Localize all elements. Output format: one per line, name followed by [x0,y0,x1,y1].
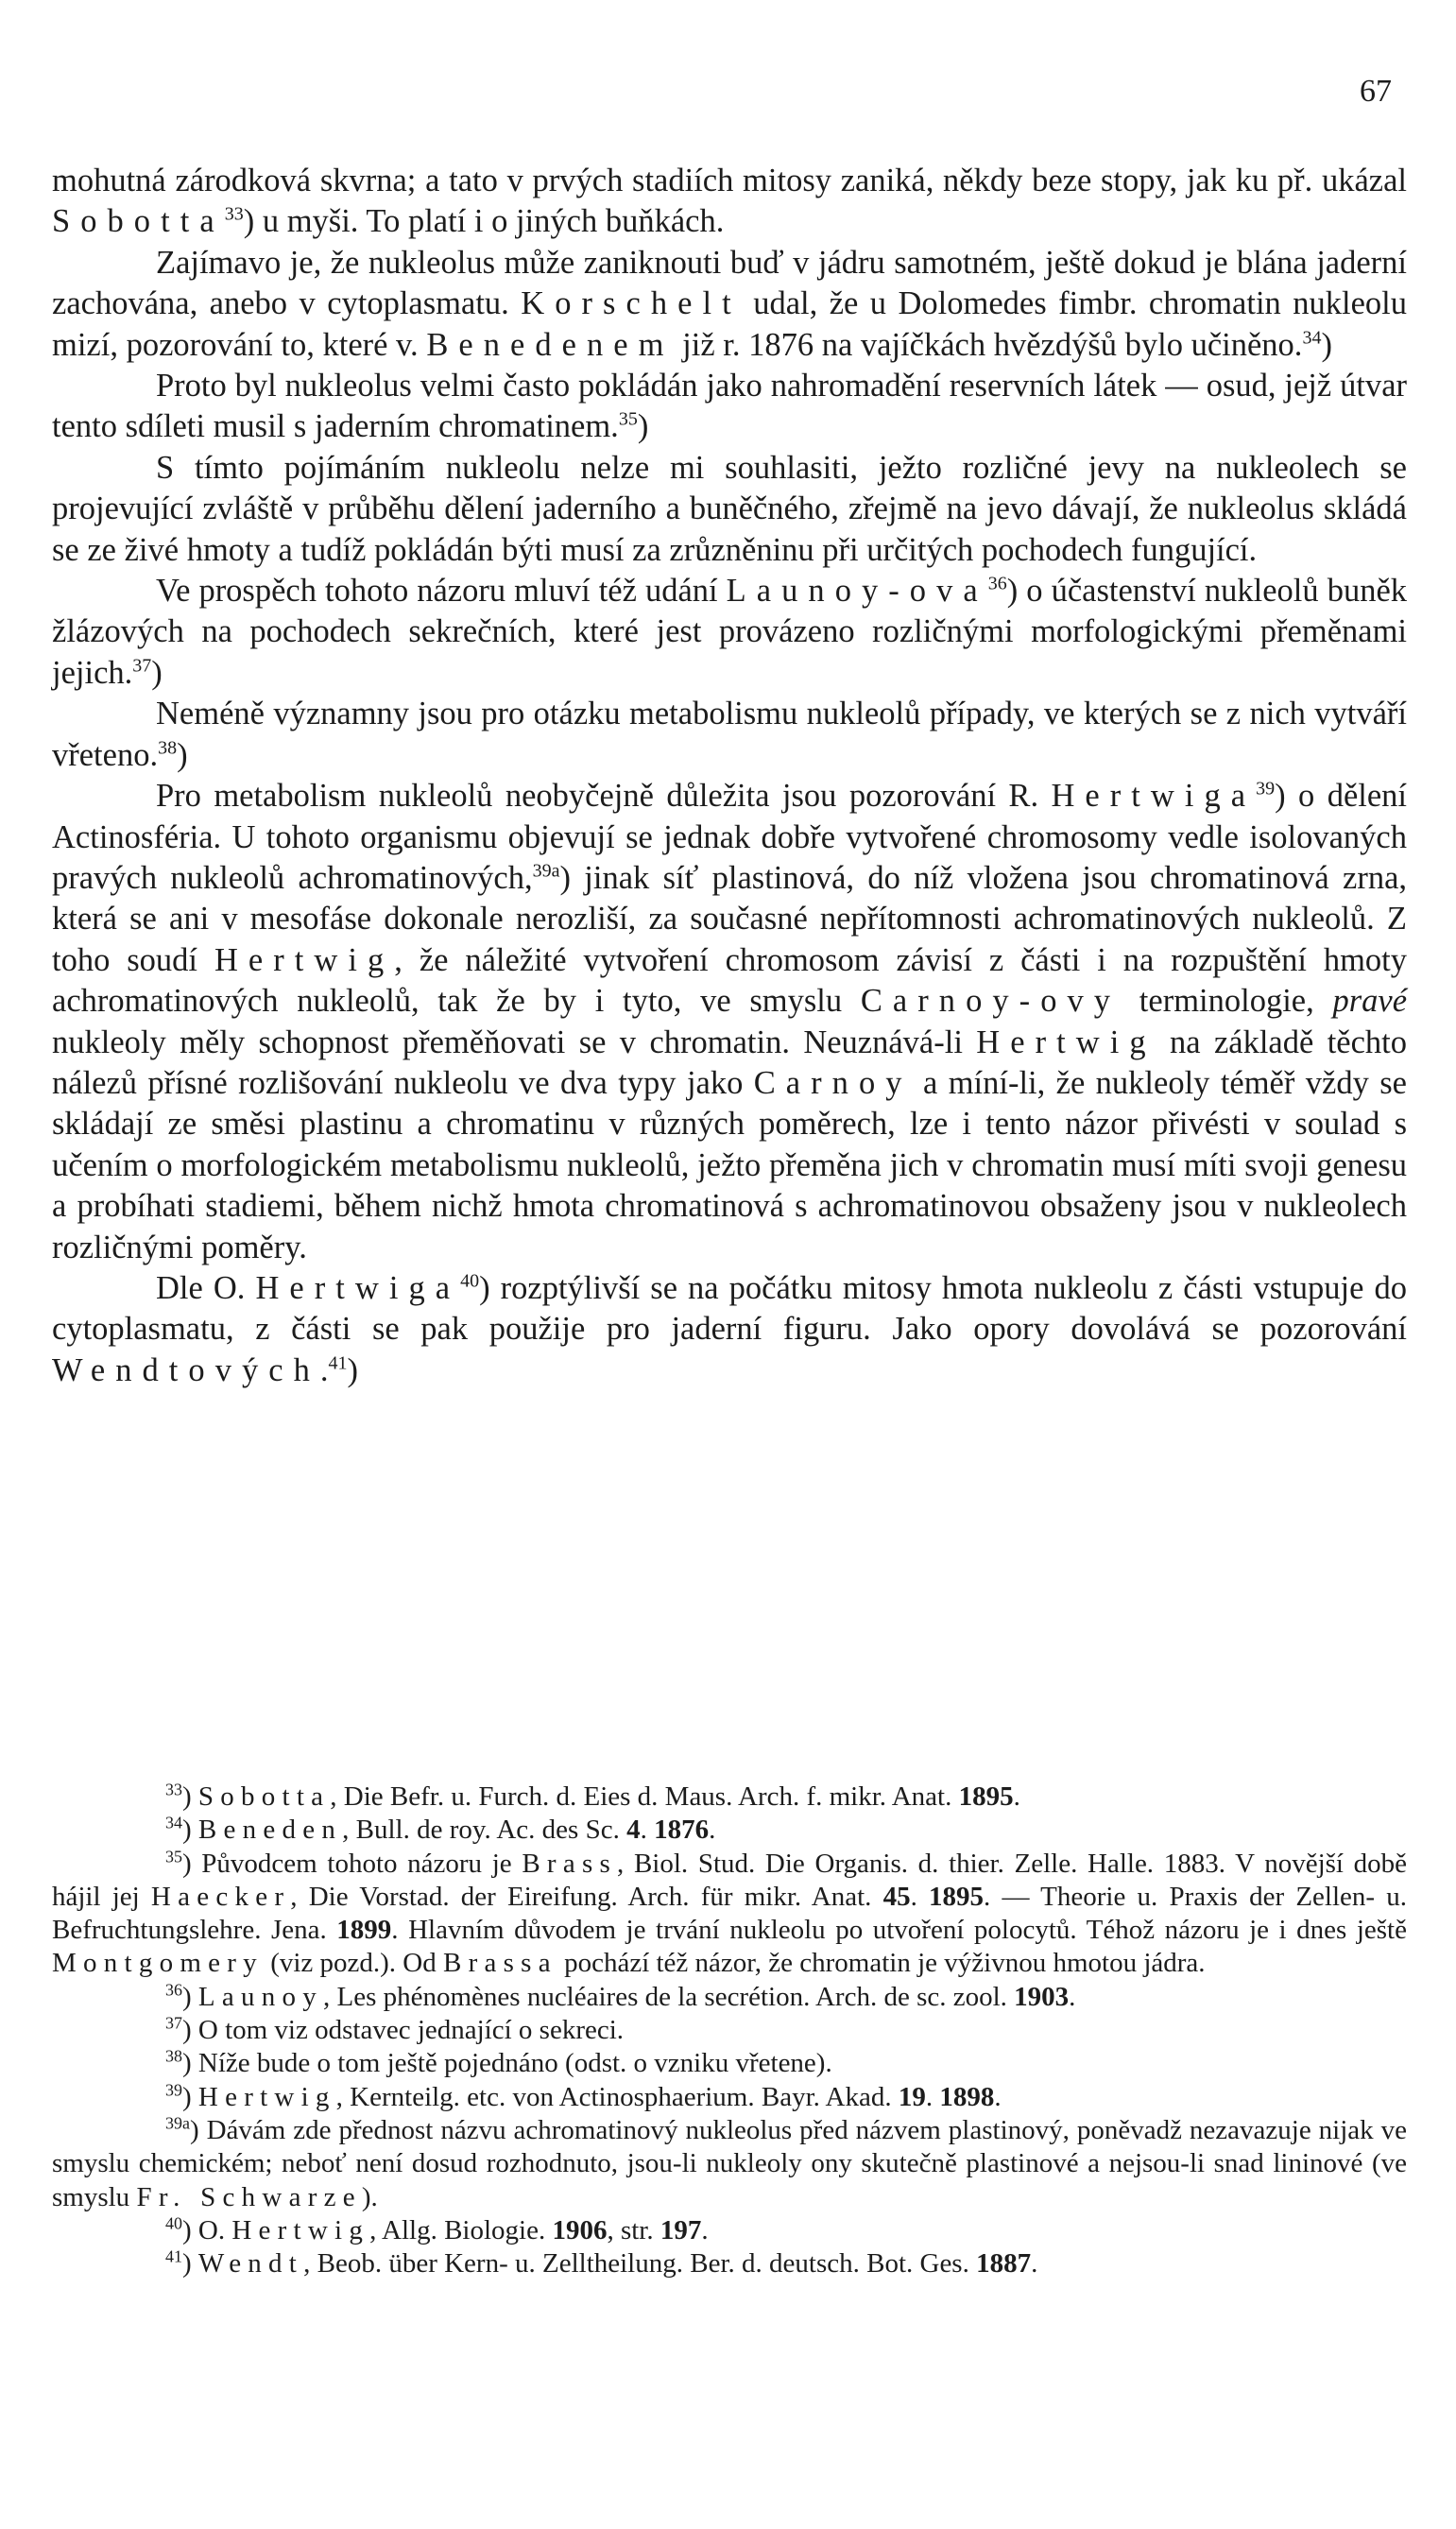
text-run: S tímto pojímáním nukleolu nelze mi souhlasiti, ježto rozličné jevy na nukleolech se projevující zvláště v průběhu dělení jaderního a buněčného, zřejmě na jevo dávají, že nukleolus skládá se ze živé hmoty a tudíž pokládán býti musí za zrůzněninu při určitých pochodech fungující. [52,449,1407,568]
footnote-reference: 41 [328,1352,348,1374]
text-run: udal, že u Dolomedes fimbr. chromatin nukleolu mizí, pozorování to, které v. [52,285,1407,363]
footnote-reference: 38 [158,737,178,759]
text-run: . [640,1815,655,1846]
author-name: Hertwig [976,1024,1156,1060]
text-run: a míní-li, že nukleoly téměř vždy se skládají ze směsi plastinu a chromatinu v různých poměrech, lze i tento názor přivésti v soulad s učením o morfologickém metabolismu nukleolů, ježto přeměna jich v chromatin musí míti svoji genesu a probíhati stadiemi, během nichž hmota chromatinová s achromatinovou obsaženy jsou v nukleolech rozličnými poměry. [52,1064,1407,1265]
text-run: ) Dávám zde přednost názvu achromatinový nukleolus před názvem plastinový, poněvadž nezavazuje nijak ve smyslu chemickém; neboť není dosud rozhodnuto, jsou-li nukleoly ony skutečně plastinové a nejsou-li snad lininové (ve smyslu [52,2114,1407,2212]
footnote-reference: 34 [1302,327,1322,349]
author-name: Hertwig [197,2081,336,2112]
author-name: Carnoy [753,1064,913,1101]
text-run: ) [181,1981,198,2012]
text-run: . [1069,1981,1076,2012]
author-name: Fr. Schwarze [136,2181,362,2212]
author-name: Sobotta [52,203,225,240]
author-name: Hertwiga [1051,778,1257,815]
text-run: Proto byl nukleolus velmi často pokládán jako nahromadění reservních látek — osud, jejž útvar tento sdíleti musil s jaderním chromatinem. [52,368,1407,445]
author-name: Hertwiga [255,1269,461,1306]
bold-number: 1887 [976,2248,1032,2280]
text-run: Pro metabolism nukleolů neobyčejně důležita jsou pozorování R. [156,778,1052,815]
text-run: , Bull. de roy. Ac. des Sc. [342,1815,627,1846]
text-run: ) [181,2248,198,2280]
text-run: (viz pozd.). Od [263,1948,443,1979]
text-run: ) [1321,326,1332,363]
author-name: Beneden [197,1815,343,1846]
text-run: , Kernteilg. etc. von Actinosphaerium. Bayr. Akad. [335,2081,899,2112]
text-run: mohutná zárodková skvrna; a tato v prvých stadiích mitosy zaniká, někdy beze stopy, jak ku př. ukázal [52,163,1407,198]
footnote [52,2081,1407,2114]
bold-number: 1906 [552,2214,608,2245]
text-run: . Hlavním důvodem je trvání nukleolu po utvoření polocytů. Téhož názoru je i dnes ještě [391,1915,1407,1946]
bold-number: 1895 [958,1781,1014,1812]
bold-number: 45 [882,1881,911,1912]
paragraph [52,776,1407,1268]
text-run: ) Původcem tohoto názoru je [181,1848,522,1879]
bold-number: 1876 [654,1815,710,1846]
author-name: Benedenem [426,326,675,363]
bold-number: 1895 [929,1881,985,1912]
text-run: na základě těchto nálezů přísné rozlišování nukleolu ve dva typy jako [52,1024,1407,1101]
text-run: , Biol. Stud. Die Organis. d. thier. Zelle. Halle. 1883. V novější době hájil jej [52,1848,1408,1912]
text-run: nukleoly měly schopnost přeměňovati se v chromatin. Neuznává-li [52,1024,977,1060]
text-run: ) [181,1815,198,1846]
text-run: , str. [607,2214,660,2245]
footnote-number: 38 [165,2046,182,2066]
page-number: 67 [1360,74,1392,109]
footnote-number: 34 [165,1813,182,1832]
footnote-number: 37 [165,2013,182,2033]
footnote [52,2047,1407,2080]
text-run: , že náležité vytvoření chromosom závisí z části i na rozpuštění hmoty achromatinových nukleolů, tak že by i tyto, ve smyslu [52,941,1407,1020]
text-run: . [925,2081,940,2112]
author-name: Haecker [150,1881,291,1912]
text-run: pochází též názor, že chromatin je výživnou hmotou jádra. [557,1948,1206,1979]
text-run: . [319,1351,329,1388]
footnote [52,1981,1407,2014]
bold-number: 4 [626,1815,641,1846]
footnote-number: 33 [165,1780,182,1799]
bold-number: 1899 [336,1915,392,1946]
text-run: ) o účastenství nukleolů buněk žlázových na pochodech sekrečních, které jest provázeno rozličnými morfologickými přeměnami jejich. [52,573,1408,691]
author-name: Launoy [197,1981,323,2012]
author-name: Brass [522,1848,618,1879]
text-run: . — Theorie u. Praxis der Zellen- u. Befruchtungslehre. Jena. [52,1881,1408,1946]
text-run: Dle O. [156,1269,256,1306]
footnote-number: 39 [165,2080,182,2100]
text-run: , Allg. Biologie. [369,2214,553,2245]
author-name: Brassa [443,1948,557,1979]
footnote-reference: 33 [224,203,244,225]
paragraph [52,448,1407,571]
text-run: ) rozptýlivší se na počátku mitosy hmota nukleolu z části vstupuje do cytoplasmatu, z části se pak použije pro jaderní figuru. Jako opory dovolává se pozorování [52,1269,1407,1348]
footnotes [52,1781,1407,2280]
author-name: Hertwig [214,941,395,978]
footnote [52,2247,1407,2280]
text-run: ) Níže bude o tom ještě pojednáno (odst. o vzniku vřetene). [181,2048,832,2079]
text-run: , Die Befr. u. Furch. d. Eies d. Maus. Arch. f. mikr. Anat. [330,1781,959,1812]
author-name: Korschelt [521,285,742,322]
paragraph [52,366,1407,448]
text-run: . [994,2081,1002,2112]
text-run: Neméně významny jsou pro otázku metabolismu nukleolů případy, ve kterých se z nich vytváří vřeteno. [52,696,1407,773]
paragraph [52,161,1407,243]
footnote-number: 35 [165,1846,182,1866]
paragraph [52,694,1407,776]
main-text [52,161,1407,1391]
footnote [52,2114,1407,2214]
footnote-reference: 39 [1256,778,1276,800]
text-run: ). [361,2181,378,2212]
emphasis-text: pravé [1332,983,1408,1020]
text-run: ) jinak síť plastinová, do níž vložena jsou chromatinová zrna, která se ani v mesofáse dokonale nerozliší, za současné nepřítomnosti achromatinových nukleolů. Z toho soudí [52,859,1408,978]
footnote [52,1848,1407,1981]
footnote-number: 40 [165,2213,182,2233]
bold-number: 197 [659,2214,702,2245]
author-name: Hertwig [231,2214,370,2245]
author-name: Sobotta [197,1781,331,1812]
author-name: Montgomery [52,1948,264,1979]
footnote-number: 41 [165,2246,182,2266]
bold-number: 19 [898,2081,926,2112]
author-name: Launoy-ova [726,573,988,610]
text-run: ) [181,2081,198,2112]
text-run: Zajímavo je, že nukleolus může zaniknouti buď v jádru samotném, ještě dokud je blána jaderní zachována, anebo v cytoplasmatu. [52,244,1407,322]
text-run: . [910,1881,930,1912]
text-run: . [709,1815,716,1846]
text-run: ) [181,1781,198,1812]
text-run: ) [637,408,649,445]
text-run: ) o dělení Actinosféria. U tohoto organismu objevují se jednak dobře vytvořené chromosomy vedle isolovaných pravých nukleolů achromatinových, [52,778,1407,896]
footnote-reference: 39a [532,860,560,882]
author-name: Wendt [197,2248,304,2280]
text-run: ) [347,1351,359,1388]
footnote [52,2214,1407,2247]
text-run: . [1013,1781,1020,1812]
text-run: ) [151,654,163,691]
text-run: , Die Vorstad. der Eireifung. Arch. für mikr. Anat. [290,1881,883,1912]
text-run: , Les phénomènes nucléaires de la secrétion. Arch. de sc. zool. [322,1981,1015,2012]
footnote-reference: 40 [460,1270,480,1292]
bold-number: 1898 [939,2081,995,2112]
author-name: Carnoy-ovy [860,983,1122,1020]
footnote-reference: 36 [987,573,1007,594]
text-run: , Beob. über Kern- u. Zelltheilung. Ber. d. deutsch. Bot. Ges. [303,2248,977,2280]
footnote [52,1814,1407,1847]
footnote-reference: 37 [132,655,152,677]
text-run: . [701,2214,709,2245]
text-run: již r. 1876 na vajíčkách hvězdýšů bylo učiněno. [674,326,1303,363]
paragraph [52,571,1407,694]
text-run: ) u myši. To platí i o jiných buňkách. [243,203,725,240]
footnote [52,1781,1407,1814]
paragraph [52,243,1407,366]
text-run: . [1031,2248,1038,2280]
paragraph [52,1268,1407,1391]
footnote [52,2014,1407,2047]
bold-number: 1903 [1014,1981,1070,2012]
author-name: Wendtových [52,1351,320,1388]
text-run: ) O. [181,2214,232,2245]
footnote-number: 36 [165,1980,182,2000]
footnote-reference: 35 [618,408,638,430]
text-run: terminologie, [1121,983,1333,1020]
footnote-number: 39a [165,2113,190,2133]
text-run: ) [177,736,188,773]
text-run: ) O tom viz odstavec jednající o sekreci. [181,2015,625,2046]
text-run: Ve prospěch tohoto názoru mluví též udání [156,573,727,610]
